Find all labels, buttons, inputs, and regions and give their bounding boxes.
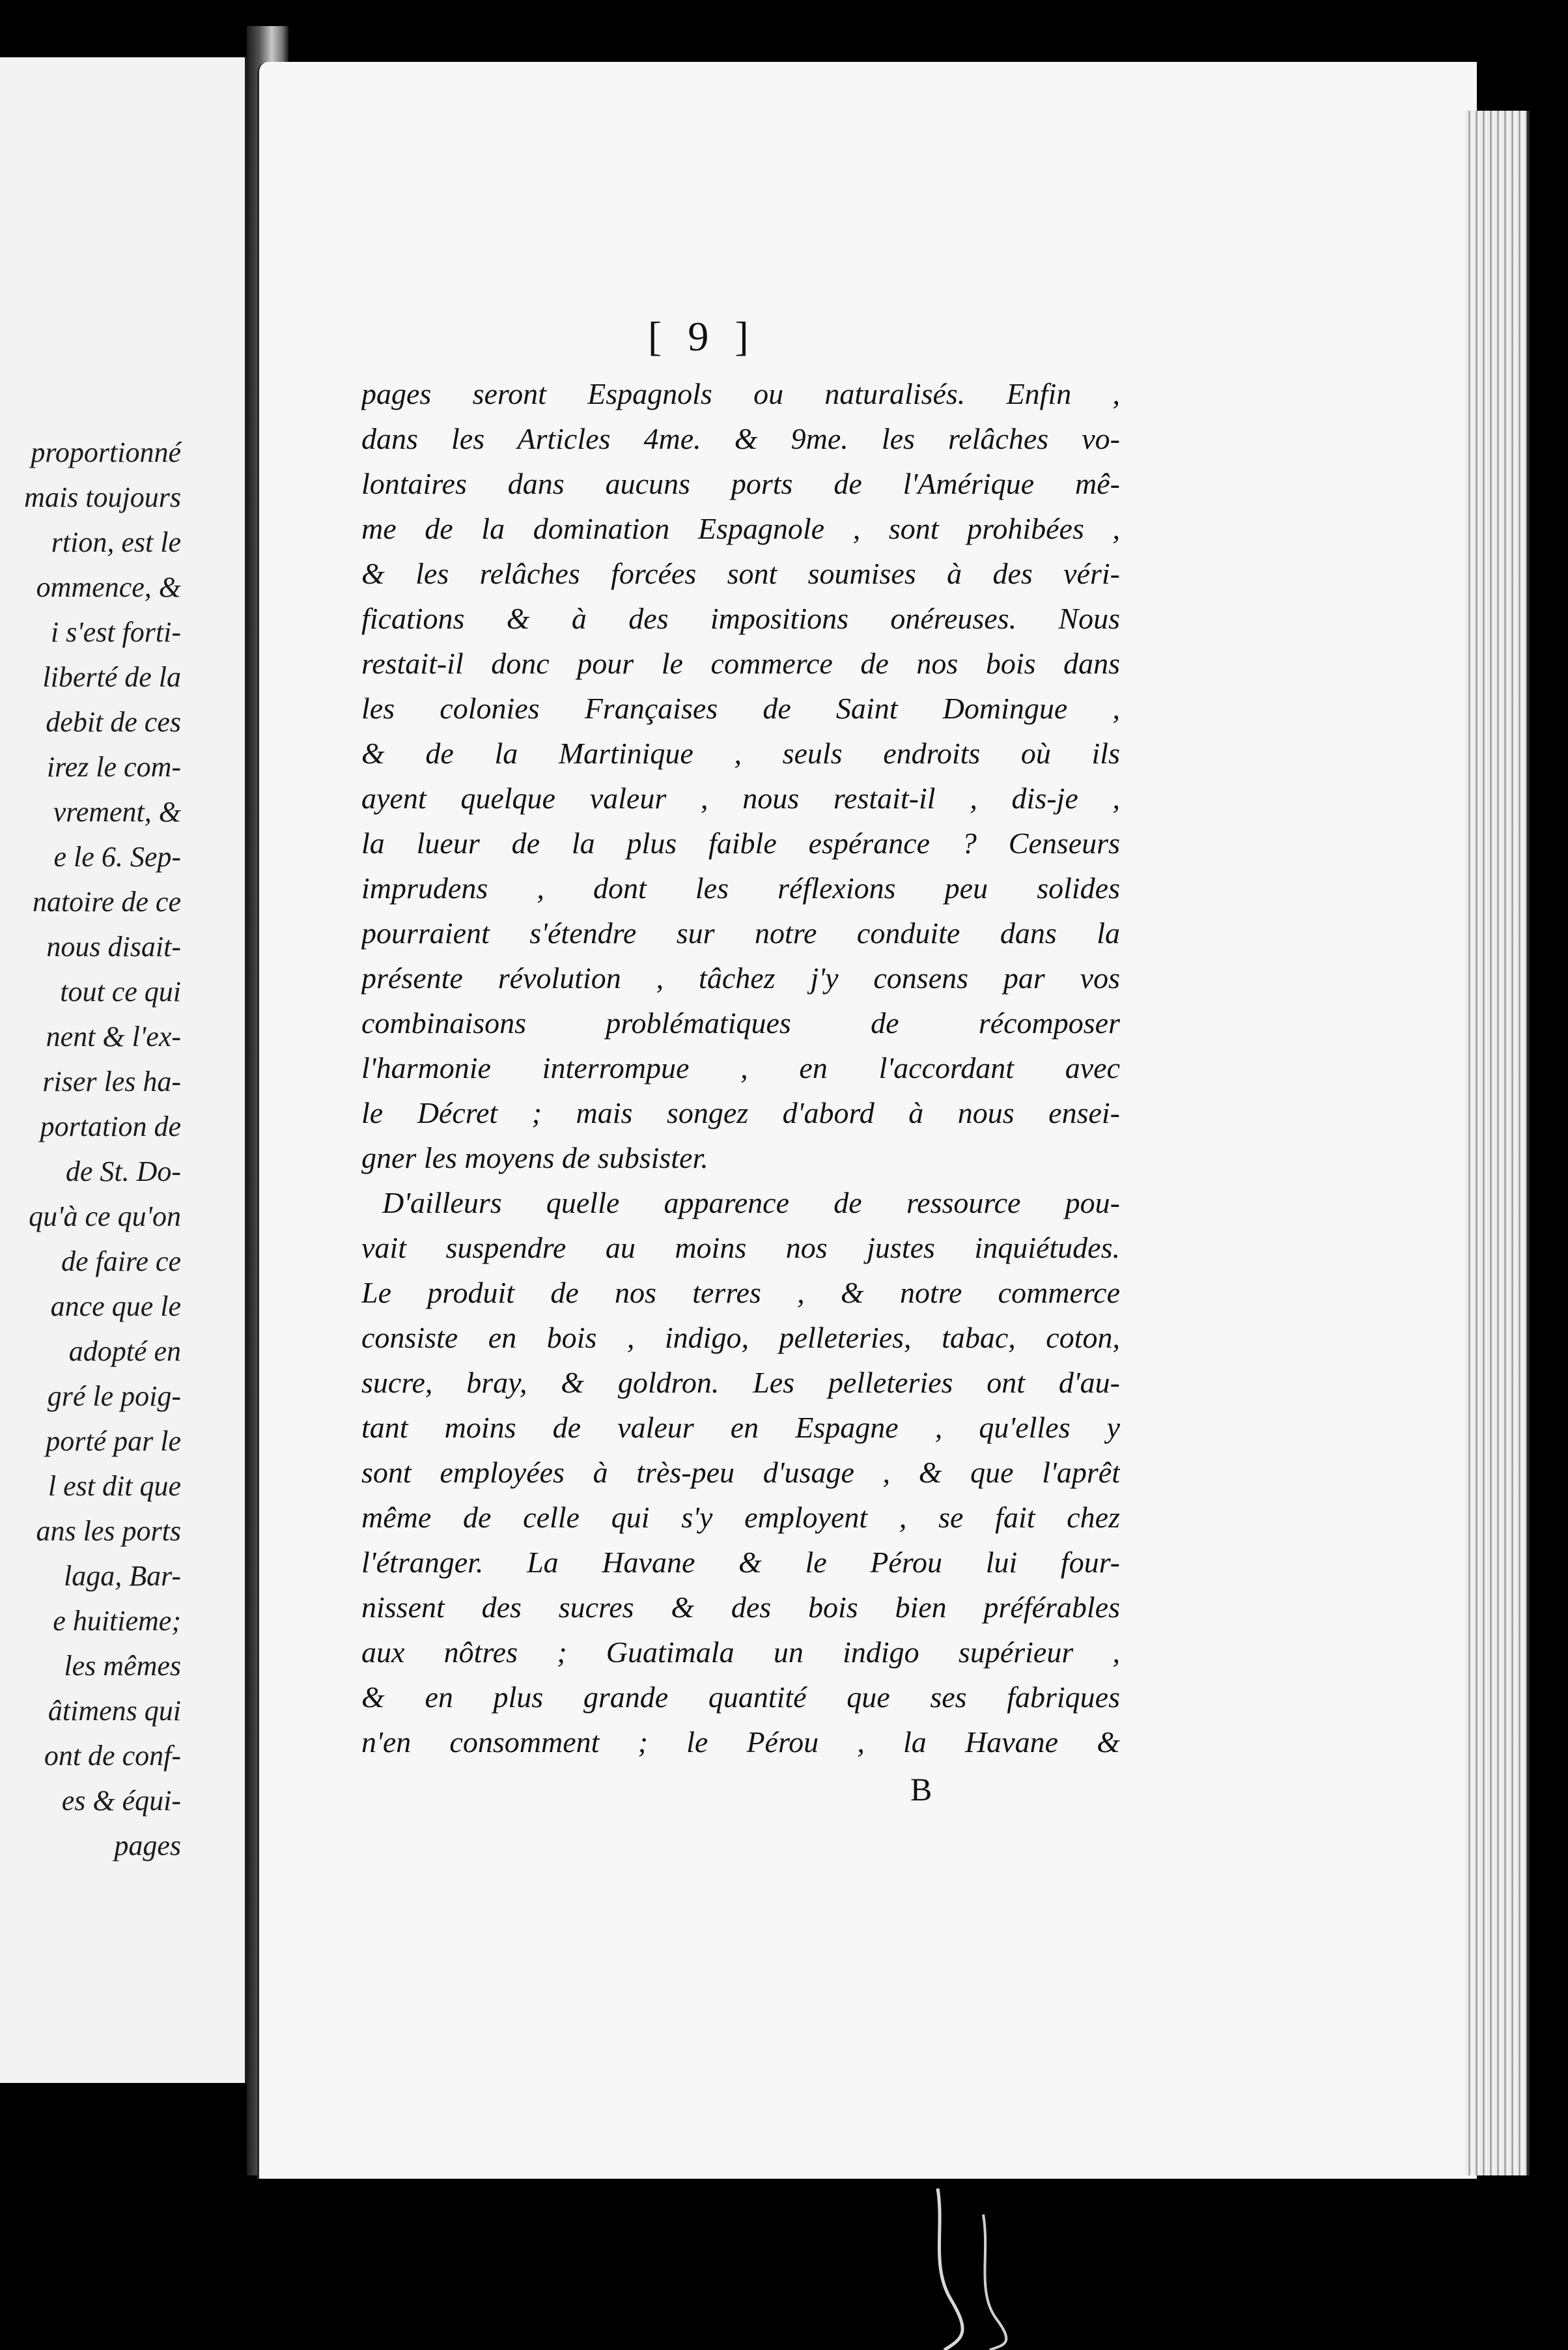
text-line: porté par le bbox=[46, 1425, 181, 1457]
text-line: adopté en bbox=[68, 1335, 181, 1367]
text-line: liberté de la bbox=[42, 661, 181, 693]
text-line: l est dit que bbox=[48, 1470, 181, 1502]
text-line: nent & l'ex- bbox=[46, 1021, 181, 1053]
text-line: ont de conf- bbox=[44, 1740, 181, 1772]
text-line: la lueur de la plus faible espérance ? Censeurs bbox=[361, 827, 1120, 860]
text-line: le Décret ; mais songez d'abord à nous ensei- bbox=[361, 1096, 1120, 1129]
text-line: ommence, & bbox=[36, 571, 181, 603]
text-line: proportionné bbox=[31, 436, 181, 468]
text-line: & les relâches forcées sont soumises à des véri- bbox=[361, 557, 1120, 590]
text-line: de faire ce bbox=[61, 1245, 181, 1277]
text-line: sucre, bray, & goldron. Les pelleteries ont d'au- bbox=[361, 1366, 1120, 1399]
text-line: nous disait- bbox=[46, 931, 181, 963]
text-line: pages bbox=[114, 1830, 181, 1862]
text-line: n'en consomment ; le Pérou , la Havane & bbox=[361, 1725, 1120, 1759]
loose-thread bbox=[925, 2188, 1016, 2350]
text-line: Le produit de nos terres , & notre commerce bbox=[361, 1276, 1120, 1309]
signature-mark: B bbox=[910, 1771, 932, 1807]
text-line: ayent quelque valeur , nous restait-il , dis-je , bbox=[361, 782, 1120, 815]
text-line: i s'est forti- bbox=[50, 616, 181, 648]
text-line: les mêmes bbox=[64, 1650, 181, 1682]
text-line: même de celle qui s'y employent , se fait chez bbox=[361, 1501, 1120, 1534]
main-body-text bbox=[361, 371, 1120, 1764]
text-line: de St. Do- bbox=[65, 1155, 181, 1187]
text-line: natoire de ce bbox=[32, 886, 181, 918]
text-line: e huitieme; bbox=[53, 1605, 181, 1637]
text-line: consiste en bois , indigo, pelleteries, tabac, coton, bbox=[361, 1321, 1120, 1354]
left-page-text bbox=[24, 430, 181, 1868]
text-line: lontaires dans aucuns ports de l'Amérique mê- bbox=[361, 467, 1120, 500]
left-facing-page bbox=[0, 57, 247, 2083]
text-line: présente révolution , tâchez j'y consens par vos bbox=[361, 961, 1120, 995]
text-line: es & équi- bbox=[61, 1785, 181, 1817]
text-line: l'étranger. La Havane & le Pérou lui four- bbox=[361, 1546, 1120, 1579]
text-line: irez le com- bbox=[46, 751, 181, 783]
text-line: tant moins de valeur en Espagne , qu'elles y bbox=[361, 1411, 1120, 1444]
text-line: pages seront Espagnols ou naturalisés. Enfin , bbox=[361, 377, 1120, 410]
text-line: riser les ha- bbox=[42, 1066, 181, 1097]
text-line: dans les Articles 4me. & 9me. les relâches vo- bbox=[361, 422, 1120, 455]
text-line: âtimens qui bbox=[48, 1695, 181, 1727]
text-line: portation de bbox=[40, 1111, 181, 1142]
page-number: [ 9 ] bbox=[648, 313, 757, 360]
text-line: fications & à des impositions onéreuses. Nous bbox=[361, 602, 1120, 635]
text-line: vrement, & bbox=[53, 796, 181, 828]
text-line: mais toujours bbox=[24, 481, 181, 513]
text-line: me de la domination Espagnole , sont prohibées , bbox=[361, 512, 1120, 545]
text-line: tout ce qui bbox=[60, 976, 181, 1008]
text-line: gré le poig- bbox=[47, 1380, 181, 1412]
text-line: gner les moyens de subsister. bbox=[361, 1141, 708, 1174]
text-line: aux nôtres ; Guatimala un indigo supérieur , bbox=[361, 1635, 1120, 1669]
text-line: & en plus grande quantité que ses fabriques bbox=[361, 1680, 1120, 1714]
text-line: e le 6. Sep- bbox=[53, 841, 181, 873]
text-line: & de la Martinique , seuls endroits où ils bbox=[361, 737, 1120, 770]
text-line: D'ailleurs quelle apparence de ressource pou- bbox=[382, 1186, 1120, 1219]
text-line: debit de ces bbox=[46, 706, 181, 738]
text-line: sont employées à très-peu d'usage , & que l'aprêt bbox=[361, 1456, 1120, 1489]
text-line: les colonies Françaises de Saint Domingue , bbox=[361, 692, 1120, 725]
text-line: vait suspendre au moins nos justes inquiétudes. bbox=[361, 1231, 1120, 1264]
text-line: laga, Bar- bbox=[64, 1560, 181, 1592]
text-line: restait-il donc pour le commerce de nos bois dans bbox=[361, 647, 1120, 680]
text-line: ance que le bbox=[50, 1290, 181, 1322]
text-line: combinaisons problématiques de récomposer bbox=[361, 1006, 1120, 1040]
text-line: rtion, est le bbox=[51, 526, 181, 558]
text-line: qu'à ce qu'on bbox=[29, 1200, 181, 1232]
text-line: pourraient s'étendre sur notre conduite dans la bbox=[361, 916, 1120, 950]
text-line: l'harmonie interrompue , en l'accordant avec bbox=[361, 1051, 1120, 1084]
page-edges-stack bbox=[1465, 111, 1530, 2175]
text-line: imprudens , dont les réflexions peu solides bbox=[361, 871, 1120, 905]
text-line: ans les ports bbox=[36, 1515, 181, 1547]
text-line: nissent des sucres & des bois bien préférables bbox=[361, 1591, 1120, 1624]
